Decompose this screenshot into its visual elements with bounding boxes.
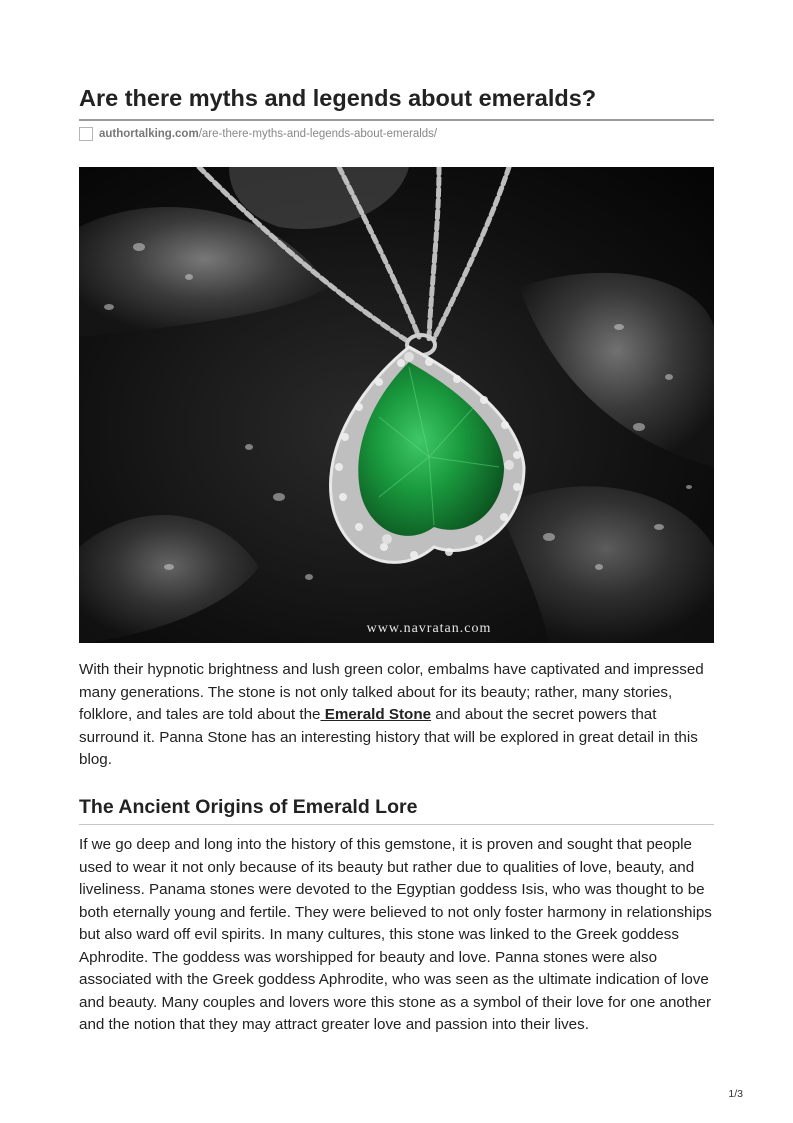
- section-heading: The Ancient Origins of Emerald Lore: [79, 796, 418, 818]
- intro-paragraph: [79, 659, 719, 772]
- source-domain: authortalking.com: [99, 128, 199, 140]
- source-path: /are-there-myths-and-legends-about-emeralds/: [198, 128, 438, 140]
- section-paragraph: If we go deep and long into the history of this gemstone, it is proven and sought that people used to wear it not only because of its beauty but rather due to qualities of love, beauty, and liveliness. Panama stones were devoted to the Egyptian goddess Isis, who was thought to be both eternally young and fertile. They were believed to not only foster harmony in relationships but also ward off evil spirits. In many cultures, this stone was linked to the Greek goddess Aphrodite. The goddess was worshipped for beauty and love. Panna stones were also associated with the Greek goddess Aphrodite, who was seen as the ultimate indication of love and beauty. Many couples and lovers wore this stone as a symbol of their love for one another and the notion that they may attract greater love and passion into their lives.: [79, 836, 712, 1033]
- intro-text-2: and about the secret powers that surround it. Panna Stone has an interesting history that will be explored in great detail in this blog.: [79, 706, 698, 768]
- page-title: Are there myths and legends about emeralds?: [79, 85, 597, 111]
- intro-text-1: With their hypnotic brightness and lush green color, embalms have captivated and impressed many generations. The stone is not only talked about for its beauty; rather, many stories, folklore, and tales are told about the: [79, 661, 704, 723]
- favicon-icon: [79, 127, 93, 141]
- title-divider: [79, 119, 714, 121]
- section-divider: [79, 824, 714, 825]
- source-line: [79, 125, 437, 143]
- image-watermark: www.navratan.com: [366, 621, 492, 636]
- source-url[interactable]: [99, 128, 437, 140]
- page-number: 1/3: [728, 1088, 743, 1100]
- emerald-stone-link[interactable]: Emerald Stone: [320, 706, 432, 723]
- hero-image: [79, 167, 714, 643]
